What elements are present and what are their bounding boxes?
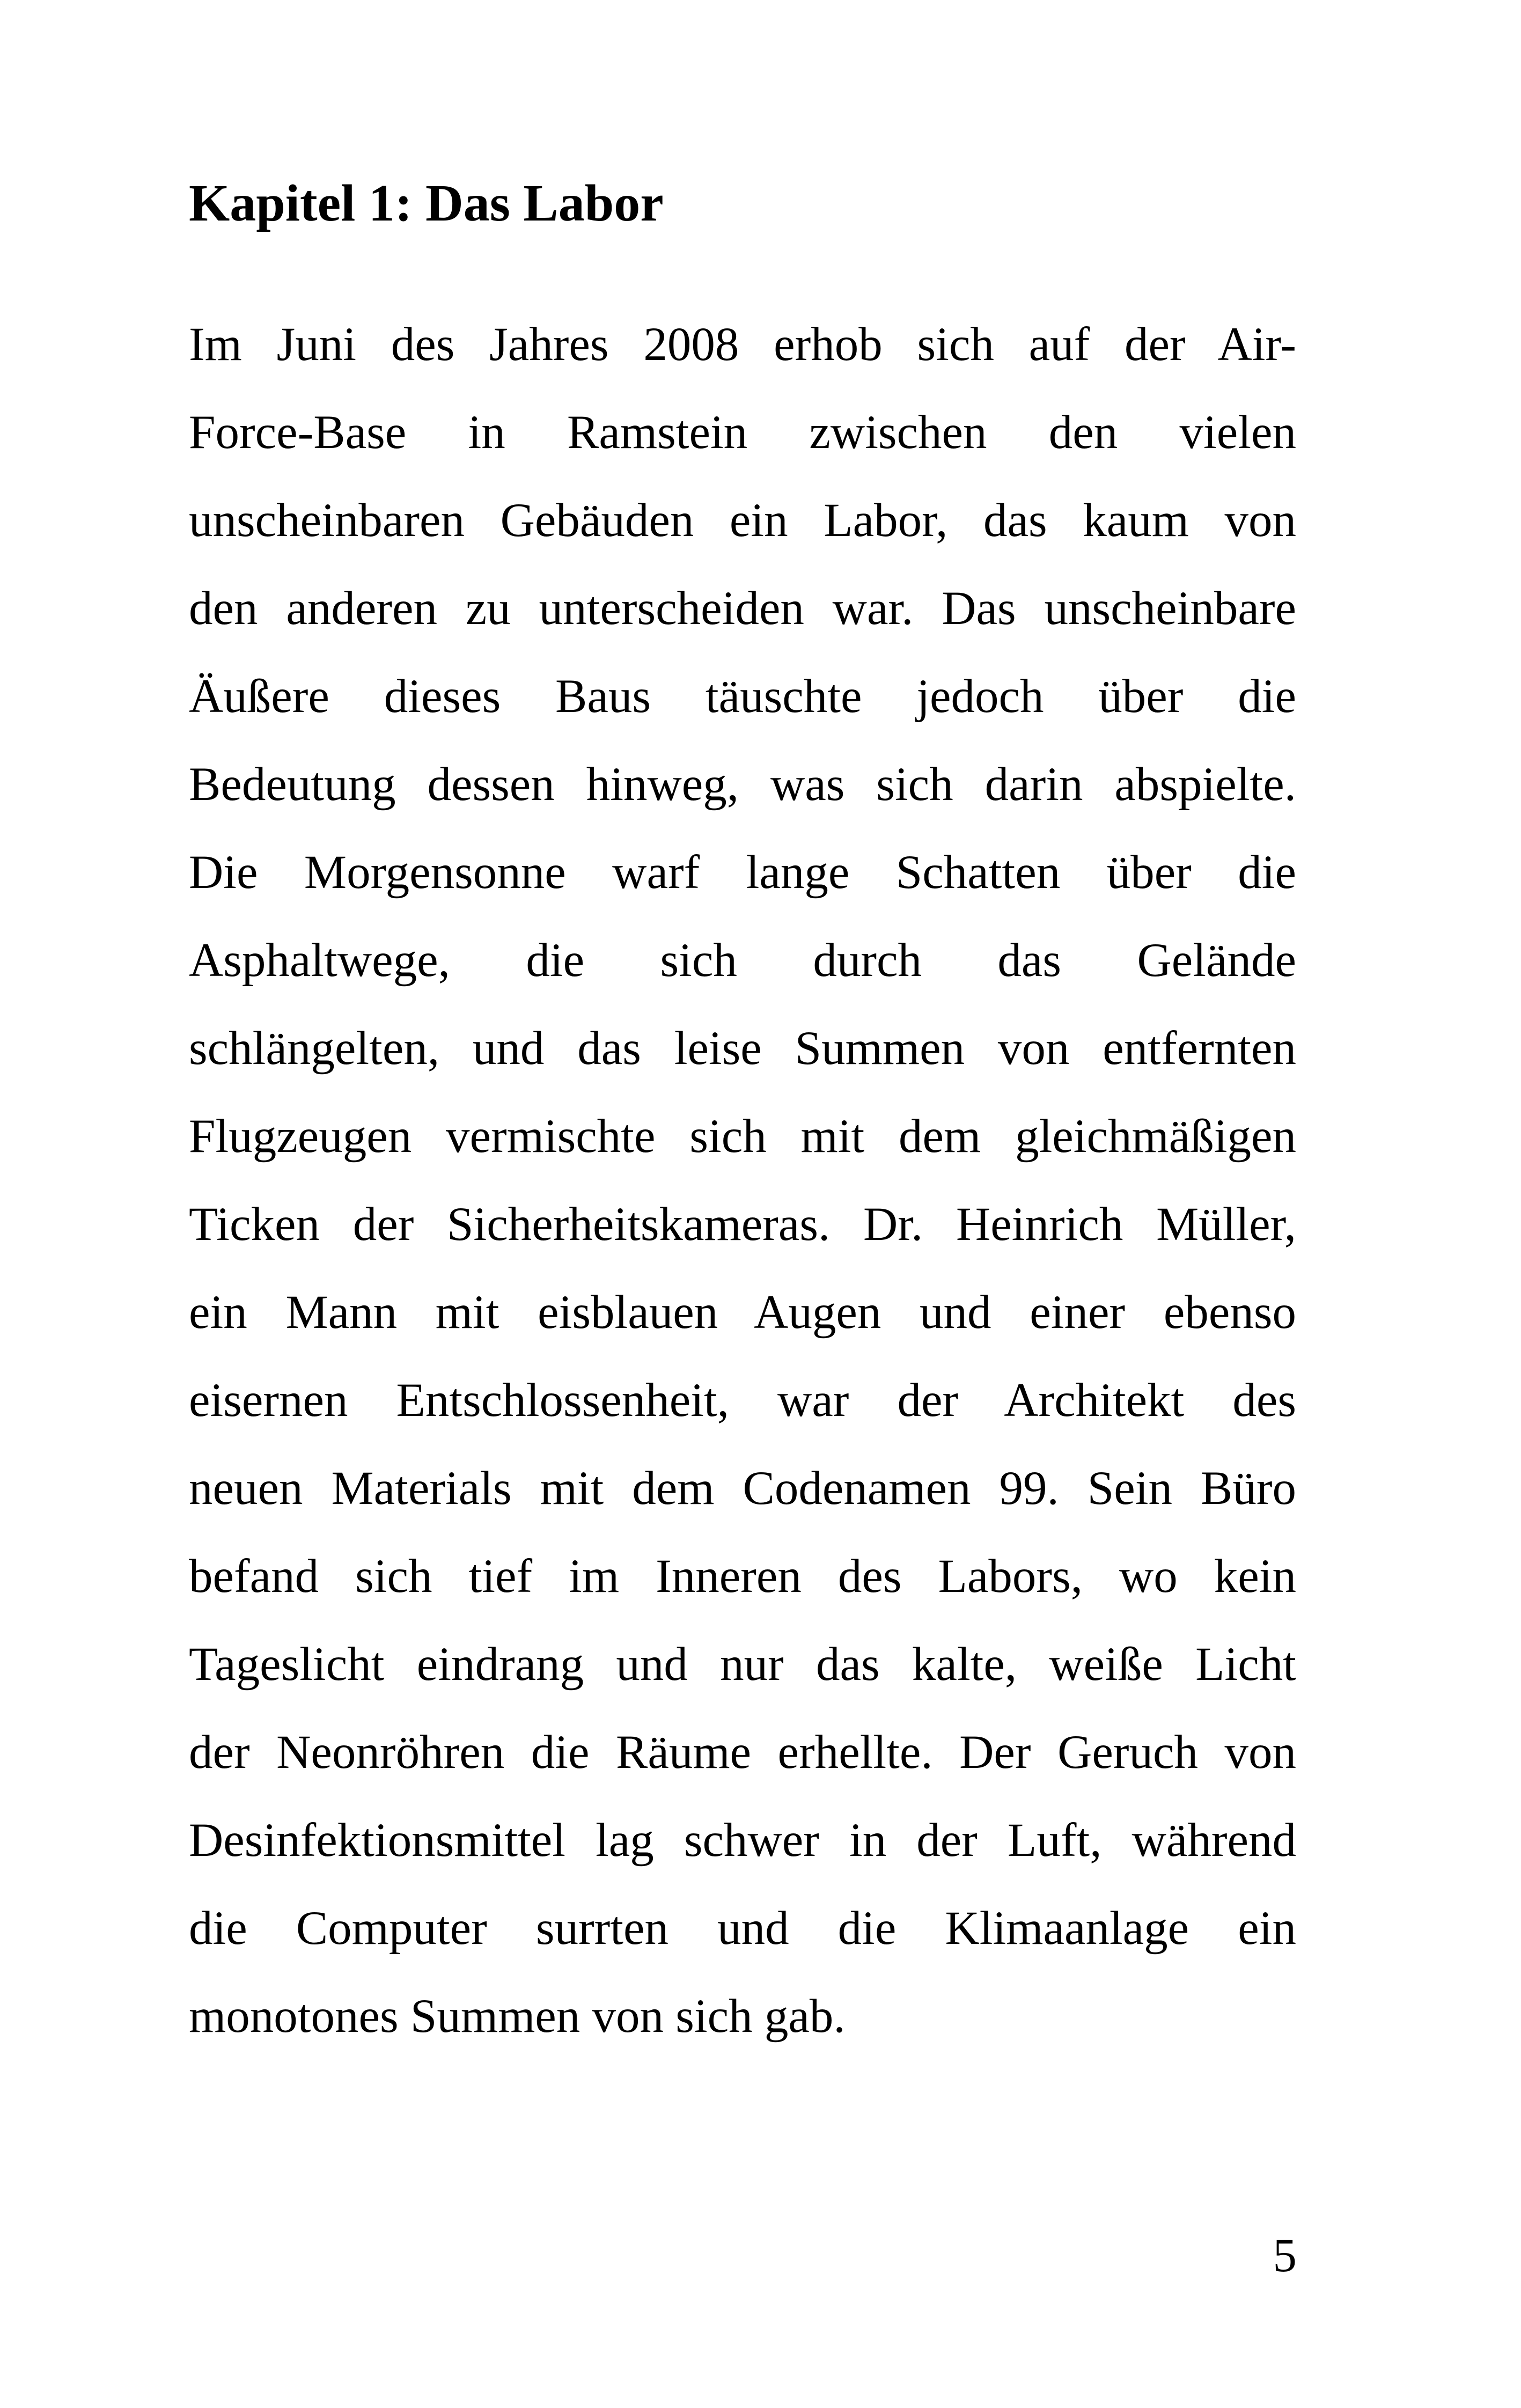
text-line: Force-Base in Ramstein zwischen den vielen (189, 406, 1296, 459)
text-line: Im Juni des Jahres 2008 erhob sich auf der Air- (189, 318, 1296, 371)
text-line: Äußere dieses Baus täuschte jedoch über die (189, 670, 1296, 723)
text-line: befand sich tief im Inneren des Labors, wo kein (189, 1550, 1296, 1603)
text-line: Die Morgensonne warf lange Schatten über die (189, 846, 1296, 899)
text-line: den anderen zu unterscheiden war. Das unscheinbare (189, 582, 1296, 635)
text-line: neuen Materials mit dem Codenamen 99. Sein Büro (189, 1462, 1296, 1515)
text-line: Flugzeugen vermischte sich mit dem gleichmäßigen (189, 1110, 1296, 1163)
text-line: ein Mann mit eisblauen Augen und einer ebenso (189, 1286, 1296, 1339)
page-number: 5 (1273, 2229, 1297, 2282)
text-line: Asphaltwege, die sich durch das Gelände (189, 934, 1296, 987)
text-line: unscheinbaren Gebäuden ein Labor, das kaum von (189, 494, 1296, 547)
text-line: Bedeutung dessen hinweg, was sich darin abspielte. (189, 758, 1296, 811)
text-line: Tageslicht eindrang und nur das kalte, weiße Licht (189, 1638, 1296, 1691)
text-line: monotones Summen von sich gab. (189, 1990, 846, 2043)
text-line: Desinfektionsmittel lag schwer in der Luft, während (189, 1814, 1296, 1867)
chapter-title: Kapitel 1: Das Labor (189, 174, 664, 232)
text-line: der Neonröhren die Räume erhellte. Der Geruch von (189, 1726, 1296, 1779)
text-line: Ticken der Sicherheitskameras. Dr. Heinrich Müller, (189, 1198, 1296, 1251)
text-line: eisernen Entschlossenheit, war der Architekt des (189, 1374, 1296, 1427)
text-line: schlängelten, und das leise Summen von entfernten (189, 1022, 1296, 1075)
body-paragraph (189, 300, 1296, 2060)
text-line: die Computer surrten und die Klimaanlage ein (189, 1902, 1296, 1955)
